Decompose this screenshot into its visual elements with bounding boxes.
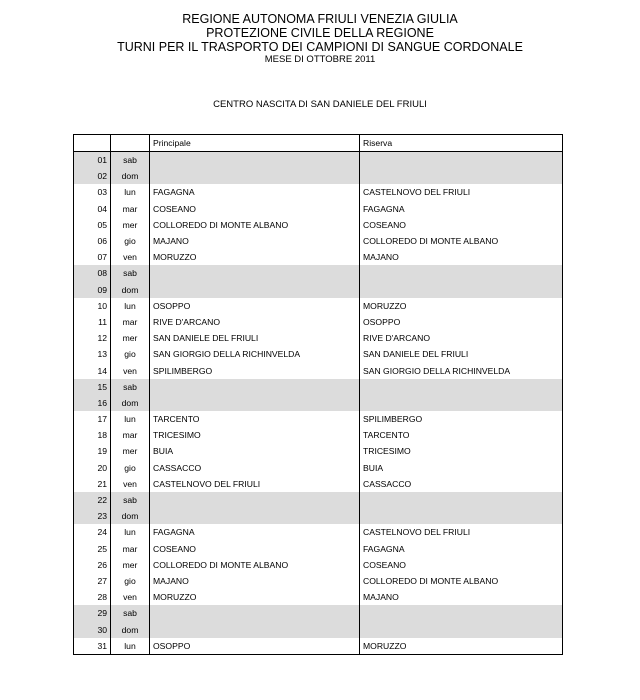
column-header-principale: Principale [150, 135, 360, 152]
day-number-cell: 31 [97, 640, 107, 651]
day-number-cell: 06 [97, 236, 107, 247]
table-row [74, 201, 563, 217]
principale-cell: TARCENTO [150, 411, 360, 427]
table-row [74, 573, 563, 589]
principale-cell: MAJANO [150, 573, 360, 589]
day-number-cell: 07 [97, 252, 107, 263]
principale-cell [150, 395, 360, 411]
weekday-cell: ven [111, 476, 150, 492]
table-row [74, 605, 563, 621]
table-row [74, 184, 563, 200]
riserva-cell: FAGAGNA [360, 541, 563, 557]
table-row [74, 314, 563, 330]
riserva-cell: MAJANO [360, 589, 563, 605]
riserva-cell [360, 492, 563, 508]
header-civil-protection: PROTEZIONE CIVILE DELLA REGIONE [206, 26, 434, 40]
riserva-cell [360, 282, 563, 298]
table-row [74, 541, 563, 557]
table-row [74, 443, 563, 459]
riserva-cell: TARCENTO [360, 427, 563, 443]
riserva-cell: COLLOREDO DI MONTE ALBANO [360, 233, 563, 249]
table-row [74, 492, 563, 508]
day-number-cell: 26 [97, 559, 107, 570]
principale-cell: OSOPPO [150, 638, 360, 655]
riserva-cell: OSOPPO [360, 314, 563, 330]
weekday-cell: mer [111, 330, 150, 346]
principale-cell: MORUZZO [150, 589, 360, 605]
riserva-cell: FAGAGNA [360, 201, 563, 217]
principale-cell: COSEANO [150, 541, 360, 557]
riserva-cell [360, 152, 563, 169]
day-number-cell: 20 [97, 462, 107, 473]
riserva-cell: MAJANO [360, 249, 563, 265]
principale-cell: COLLOREDO DI MONTE ALBANO [150, 217, 360, 233]
table-row [74, 411, 563, 427]
riserva-cell: TRICESIMO [360, 443, 563, 459]
day-number-cell: 12 [97, 333, 107, 344]
day-number-cell: 22 [74, 492, 111, 508]
day-number-cell: 03 [97, 187, 107, 198]
day-number-cell: 28 [97, 592, 107, 603]
header-region: REGIONE AUTONOMA FRIULI VENEZIA GIULIA [182, 12, 458, 26]
weekday-cell: mer [111, 557, 150, 573]
riserva-cell [360, 395, 563, 411]
column-header-number [74, 135, 111, 152]
day-number-cell: 08 [74, 265, 111, 281]
weekday-cell: mer [111, 443, 150, 459]
weekday-cell: dom [111, 282, 150, 298]
weekday-cell: ven [111, 589, 150, 605]
column-header-riserva: Riserva [360, 135, 563, 152]
weekday-cell: sab [111, 379, 150, 395]
principale-cell [150, 282, 360, 298]
principale-cell: RIVE D'ARCANO [150, 314, 360, 330]
weekday-cell: sab [111, 492, 150, 508]
principale-cell [150, 168, 360, 184]
riserva-cell: MORUZZO [360, 638, 563, 655]
table-header-row [74, 135, 563, 152]
day-number-cell: 23 [74, 508, 111, 524]
day-number-cell: 30 [74, 621, 111, 637]
principale-cell: MAJANO [150, 233, 360, 249]
riserva-cell: COSEANO [360, 557, 563, 573]
day-number-cell: 25 [97, 543, 107, 554]
day-number-cell: 04 [97, 203, 107, 214]
day-number-cell: 27 [97, 575, 107, 586]
table-row [74, 379, 563, 395]
table-row [74, 557, 563, 573]
day-number-cell: 18 [97, 430, 107, 441]
weekday-cell: lun [111, 184, 150, 200]
weekday-cell: lun [111, 524, 150, 540]
riserva-cell: COSEANO [360, 217, 563, 233]
weekday-cell: dom [111, 168, 150, 184]
table-row [74, 282, 563, 298]
principale-cell: CASTELNOVO DEL FRIULI [150, 476, 360, 492]
table-row [74, 168, 563, 184]
riserva-cell: SPILIMBERGO [360, 411, 563, 427]
principale-cell [150, 152, 360, 169]
table-row [74, 265, 563, 281]
principale-cell: SAN DANIELE DEL FRIULI [150, 330, 360, 346]
principale-cell: SPILIMBERGO [150, 362, 360, 378]
riserva-cell [360, 605, 563, 621]
principale-cell [150, 379, 360, 395]
weekday-cell: lun [111, 411, 150, 427]
table-row [74, 395, 563, 411]
principale-cell: CASSACCO [150, 460, 360, 476]
riserva-cell: BUIA [360, 460, 563, 476]
weekday-cell: mar [111, 201, 150, 217]
shift-table [73, 134, 563, 655]
weekday-cell: lun [111, 298, 150, 314]
table-row [74, 460, 563, 476]
table-row [74, 427, 563, 443]
weekday-cell: sab [111, 605, 150, 621]
day-number-cell: 09 [74, 282, 111, 298]
weekday-cell: dom [111, 508, 150, 524]
riserva-cell: SAN GIORGIO DELLA RICHINVELDA [360, 362, 563, 378]
table-body [74, 152, 563, 655]
day-number-cell: 24 [97, 527, 107, 538]
weekday-cell: dom [111, 621, 150, 637]
principale-cell: SAN GIORGIO DELLA RICHINVELDA [150, 346, 360, 362]
header-month: MESE DI OTTOBRE 2011 [264, 54, 376, 65]
table-row [74, 589, 563, 605]
weekday-cell: sab [111, 152, 150, 169]
weekday-cell: sab [111, 265, 150, 281]
riserva-cell: CASSACCO [360, 476, 563, 492]
riserva-cell: RIVE D'ARCANO [360, 330, 563, 346]
principale-cell: BUIA [150, 443, 360, 459]
principale-cell: COSEANO [150, 201, 360, 217]
riserva-cell [360, 621, 563, 637]
table-row [74, 362, 563, 378]
table-row [74, 249, 563, 265]
principale-cell: COLLOREDO DI MONTE ALBANO [150, 557, 360, 573]
day-number-cell: 10 [97, 300, 107, 311]
principale-cell: FAGAGNA [150, 524, 360, 540]
day-number-cell: 15 [74, 379, 111, 395]
table-row [74, 508, 563, 524]
day-number-cell: 17 [97, 414, 107, 425]
day-number-cell: 05 [97, 219, 107, 230]
day-number-cell: 13 [97, 349, 107, 360]
table-row [74, 638, 563, 655]
header-title: TURNI PER IL TRASPORTO DEI CAMPIONI DI SANGUE CORDONALE [117, 40, 523, 54]
weekday-cell: gio [111, 346, 150, 362]
weekday-cell: mar [111, 541, 150, 557]
riserva-cell [360, 265, 563, 281]
day-number-cell: 01 [74, 152, 111, 169]
table-row [74, 476, 563, 492]
table-row [74, 621, 563, 637]
day-number-cell: 19 [97, 446, 107, 457]
weekday-cell: gio [111, 233, 150, 249]
birth-center-title: CENTRO NASCITA DI SAN DANIELE DEL FRIULI [213, 99, 427, 110]
table-row [74, 330, 563, 346]
principale-cell: OSOPPO [150, 298, 360, 314]
weekday-cell: mer [111, 217, 150, 233]
day-number-cell: 02 [74, 168, 111, 184]
riserva-cell [360, 168, 563, 184]
day-number-cell: 29 [74, 605, 111, 621]
table-row [74, 298, 563, 314]
principale-cell: MORUZZO [150, 249, 360, 265]
weekday-cell: mar [111, 314, 150, 330]
day-number-cell: 16 [74, 395, 111, 411]
riserva-cell: MORUZZO [360, 298, 563, 314]
riserva-cell: COLLOREDO DI MONTE ALBANO [360, 573, 563, 589]
table-row [74, 217, 563, 233]
weekday-cell: ven [111, 249, 150, 265]
weekday-cell: ven [111, 362, 150, 378]
principale-cell [150, 492, 360, 508]
document-header [0, 12, 640, 66]
principale-cell [150, 265, 360, 281]
principale-cell: TRICESIMO [150, 427, 360, 443]
riserva-cell: CASTELNOVO DEL FRIULI [360, 184, 563, 200]
day-number-cell: 11 [98, 316, 107, 327]
weekday-cell: dom [111, 395, 150, 411]
riserva-cell: CASTELNOVO DEL FRIULI [360, 524, 563, 540]
table-row [74, 346, 563, 362]
column-header-day [111, 135, 150, 152]
table-row [74, 152, 563, 169]
weekday-cell: lun [111, 638, 150, 655]
day-number-cell: 21 [97, 478, 107, 489]
table-row [74, 524, 563, 540]
riserva-cell [360, 508, 563, 524]
table-row [74, 233, 563, 249]
principale-cell: FAGAGNA [150, 184, 360, 200]
weekday-cell: mar [111, 427, 150, 443]
principale-cell [150, 605, 360, 621]
weekday-cell: gio [111, 573, 150, 589]
principale-cell [150, 508, 360, 524]
day-number-cell: 14 [97, 365, 107, 376]
principale-cell [150, 621, 360, 637]
riserva-cell [360, 379, 563, 395]
riserva-cell: SAN DANIELE DEL FRIULI [360, 346, 563, 362]
weekday-cell: gio [111, 460, 150, 476]
